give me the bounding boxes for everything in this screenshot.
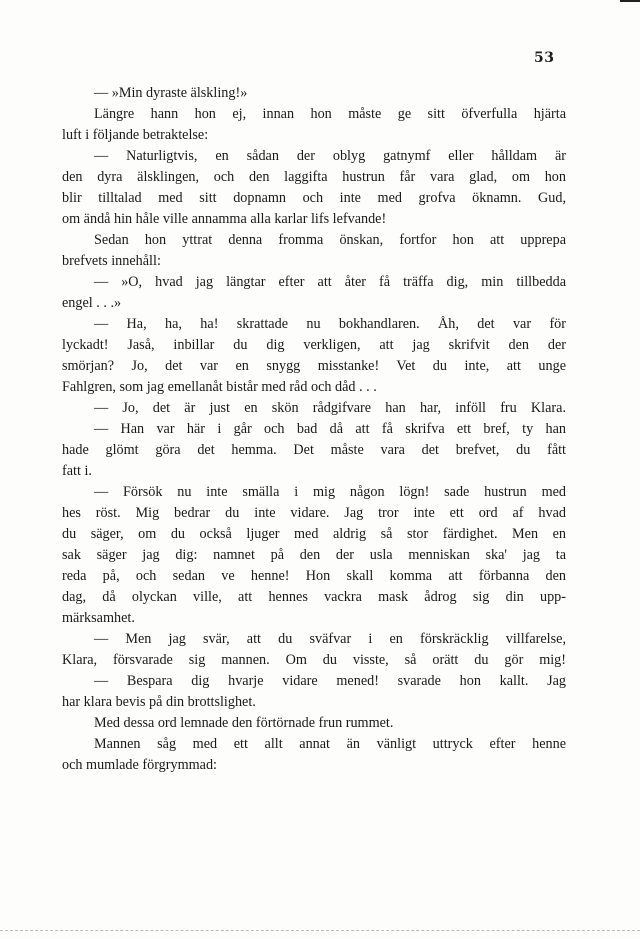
text-line: lyckadt! Jaså, inbillar du dig verkligen, att jag skrifvit den der	[62, 337, 566, 353]
text-line: — »O, hvad jag längtar efter att åter få träffa dig, min tillbedda	[94, 274, 566, 290]
text-line: — Han var här i går och bad då att få skrifva ett bref, ty han	[94, 421, 566, 437]
text-line: smörjan? Jo, det var en snygg misstanke! Vet du inte, att unge	[62, 358, 566, 374]
text-line: — Ha, ha, ha! skrattade nu bokhandlaren. Åh, det var för	[94, 316, 566, 332]
text-line: — Men jag svär, att du sväfvar i en förskräcklig villfarelse,	[94, 631, 566, 647]
text-line: Klara, försvarade sig mannen. Om du visste, så orätt du gör mig!	[62, 652, 566, 668]
page-bottom-edge	[0, 930, 640, 931]
text-line: — Naturligtvis, en sådan der oblyg gatnymf eller hålldam är	[94, 148, 566, 164]
text-line: Fahlgren, som jag emellanåt bistår med råd och dåd . . .	[62, 379, 377, 395]
text-line: brefvets innehåll:	[62, 253, 161, 269]
text-line: — Jo, det är just en skön rådgifvare han har, inföll fru Klara.	[94, 400, 566, 416]
text-line: märksamhet.	[62, 610, 135, 626]
text-line: du säger, om du också ljuger med aldrig så stor färdighet. Men en	[62, 526, 566, 542]
text-line: Sedan hon yttrat denna fromma önskan, fortfor hon att upprepa	[94, 232, 566, 248]
text-line: engel . . .»	[62, 295, 122, 311]
text-line: Mannen såg med ett allt annat än vänligt uttryck efter henne	[94, 736, 566, 752]
text-line: hes röst. Mig bedrar du inte vidare. Jag tror inte ett ord af hvad	[62, 505, 566, 521]
text-line: och mumlade förgrymmad:	[62, 757, 217, 773]
text-line: hade glömt göra det hemma. Det måste vara det brefvet, du fått	[62, 442, 566, 458]
text-line: den dyra älsklingen, och den laggifta hustrun får vara glad, om hon	[62, 169, 566, 185]
text-line: — Bespara dig hvarje vidare mened! svarade hon kallt. Jag	[94, 673, 566, 689]
text-line: Med dessa ord lemnade den förtörnade frun rummet.	[94, 715, 394, 731]
page-number: 53	[534, 50, 555, 66]
text-line: — »Min dyraste älskling!»	[94, 85, 248, 101]
text-line: reda på, och sedan ve henne! Hon skall komma att förbanna den	[62, 568, 566, 584]
text-line: sak säger jag dig: namnet på den der usla menniskan ska' jag ta	[62, 547, 566, 563]
page-corner-mark	[620, 0, 640, 22]
text-line: fatt i.	[62, 463, 92, 479]
text-line: blir tilltalad med sitt dopnamn och inte med grofva öknamn. Gud,	[62, 190, 566, 206]
text-line: dag, då olyckan ville, att hennes vackra mask ådrog sig din upp-	[62, 589, 566, 605]
text-line: har klara bevis på din brottslighet.	[62, 694, 256, 710]
body-text	[62, 83, 566, 776]
text-line: luft i följande betraktelse:	[62, 127, 209, 143]
text-line: — Försök nu inte smälla i mig någon lögn! sade hustrun med	[94, 484, 566, 500]
text-line: om ändå hin håle ville annamma alla karlar lifs lefvande!	[62, 211, 387, 227]
text-line: Längre hann hon ej, innan hon måste ge sitt öfverfulla hjärta	[94, 106, 566, 122]
